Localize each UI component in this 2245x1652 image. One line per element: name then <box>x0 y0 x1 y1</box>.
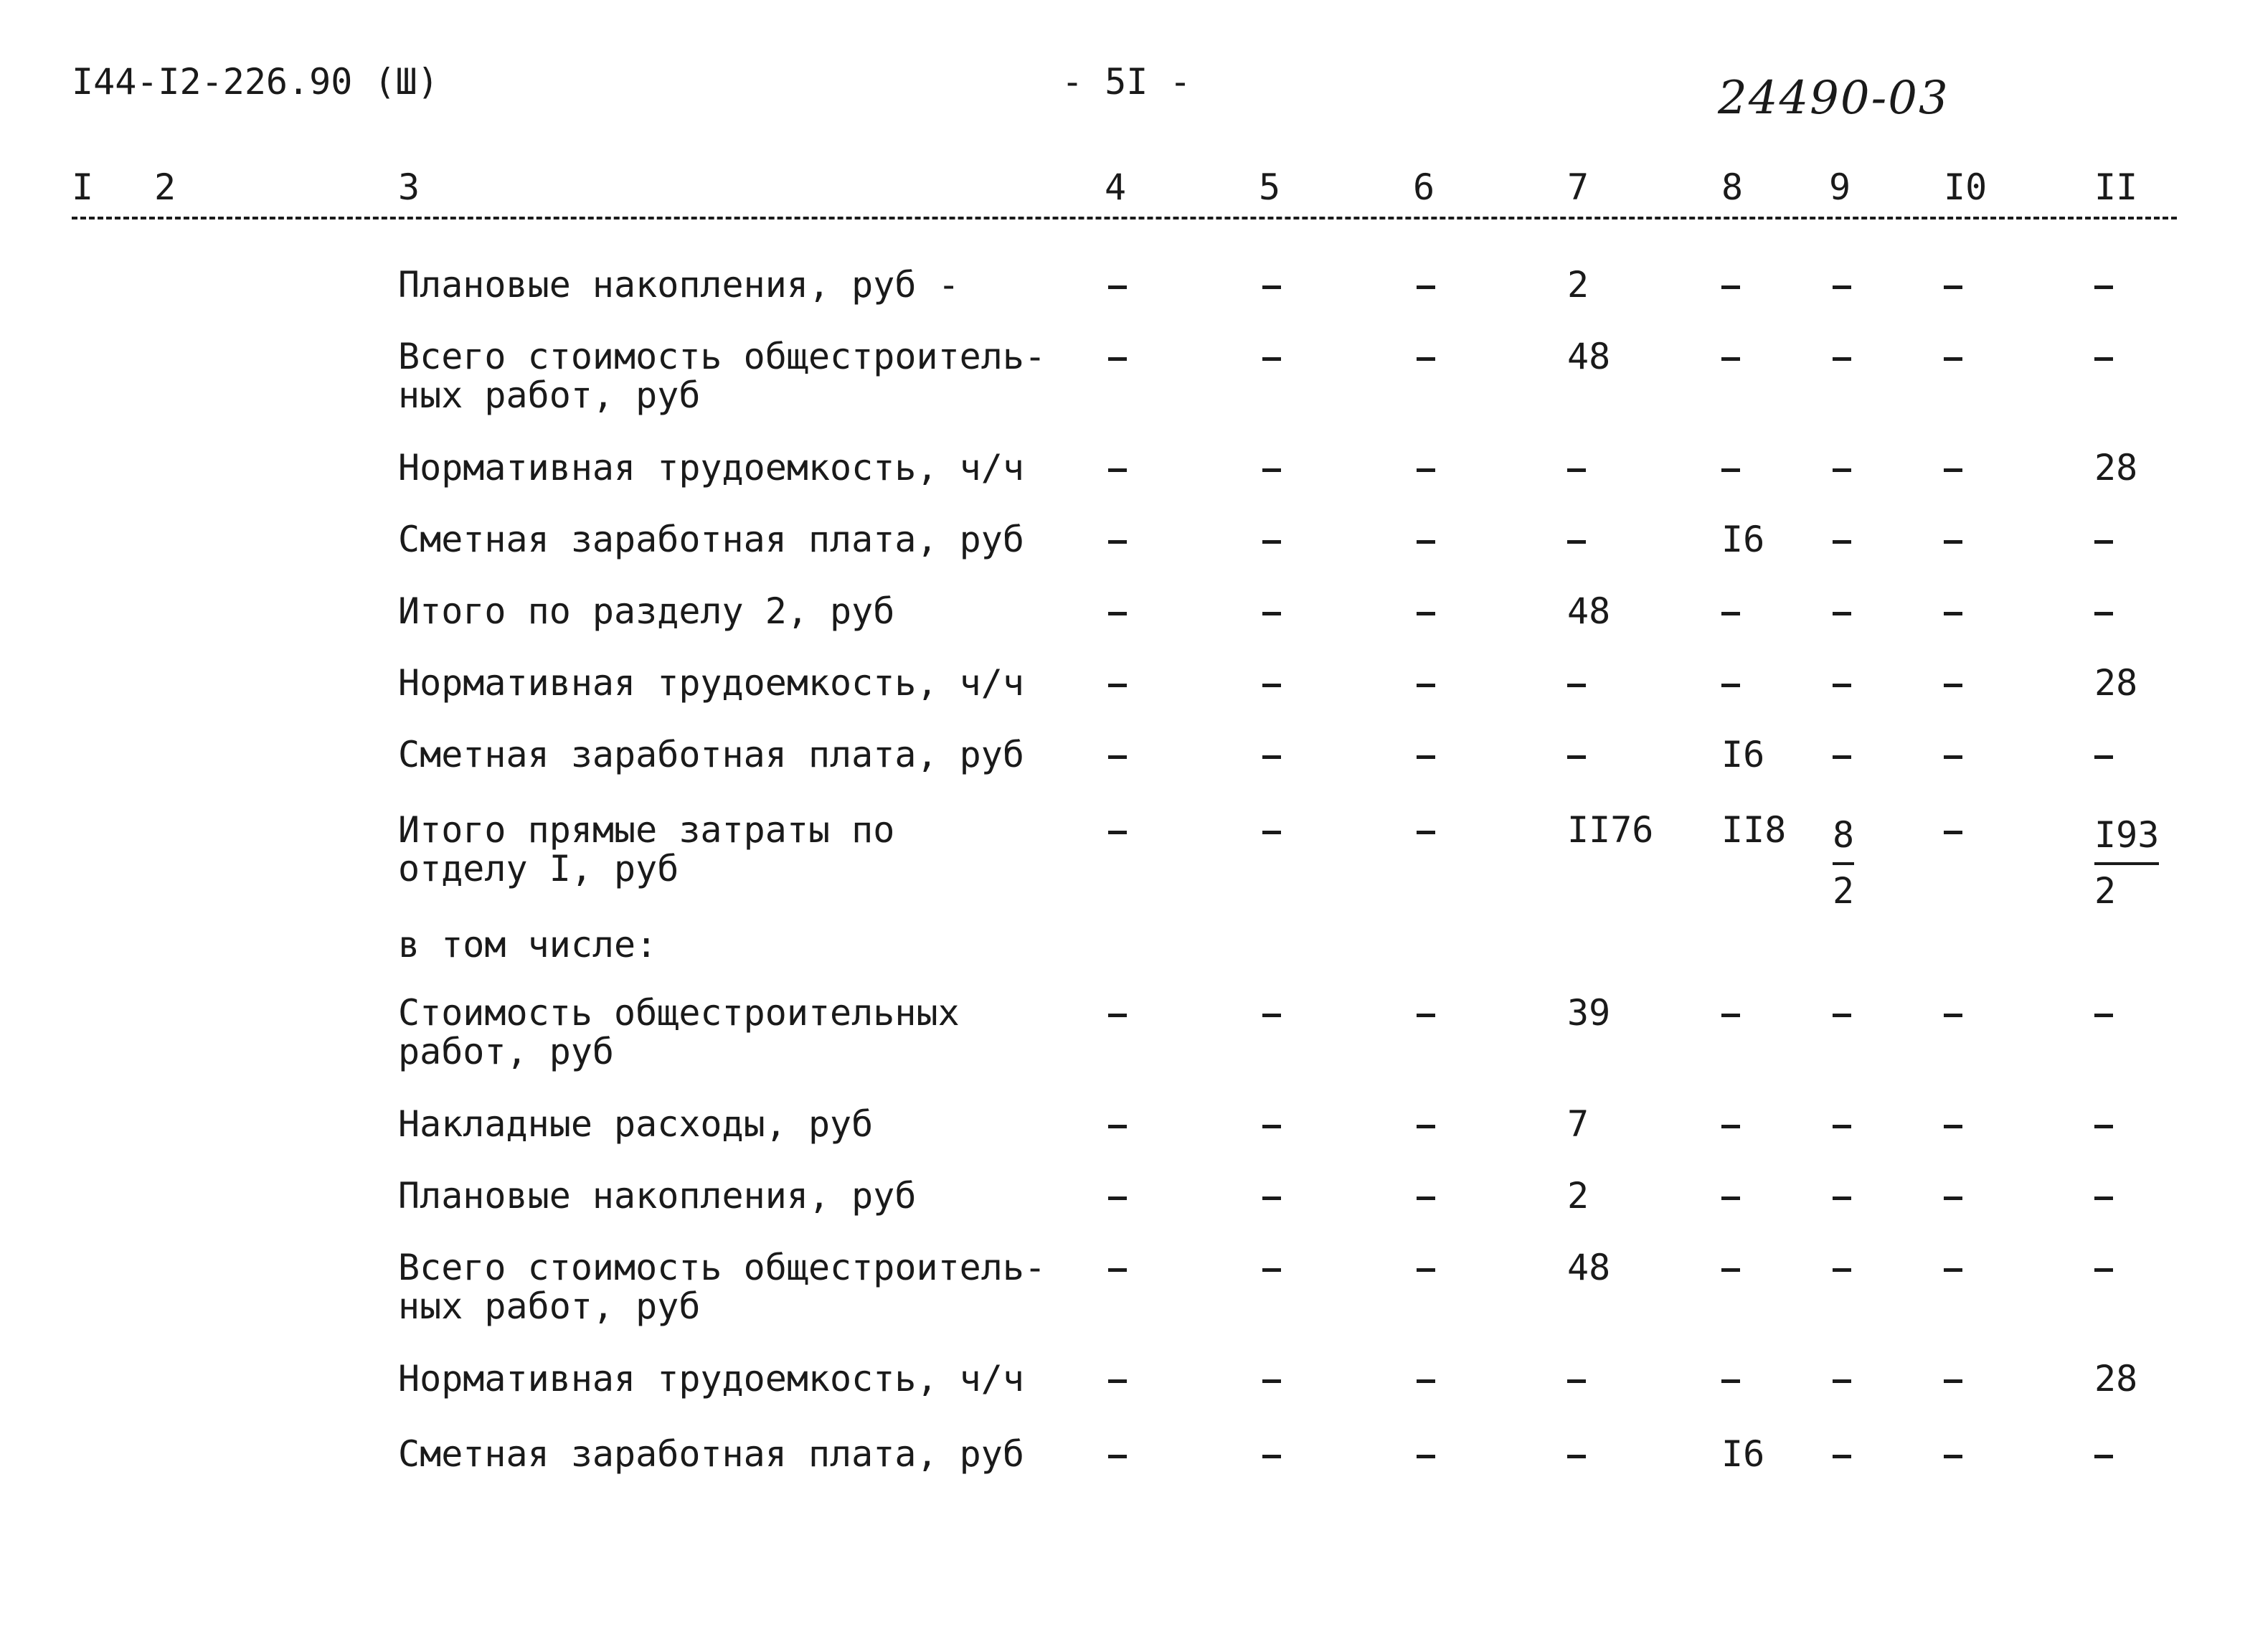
value-cell-10 <box>1944 520 1962 559</box>
row-label <box>398 664 1024 702</box>
value-cell-6 <box>1417 592 1435 631</box>
dash-mark <box>1262 285 1281 289</box>
dash-mark <box>1833 684 1851 687</box>
value-cell-7: 48 <box>1567 1247 1611 1288</box>
fraction-cell-9 <box>1833 809 1854 917</box>
dash-mark <box>1262 357 1281 361</box>
dash-mark <box>2094 357 2113 361</box>
dash-mark <box>1567 684 1586 687</box>
row-label <box>398 925 657 964</box>
value-cell-6 <box>1417 337 1435 376</box>
dash-mark <box>1833 1125 1851 1128</box>
column-number-5: 5 <box>1259 166 1281 208</box>
value-cell-8 <box>1721 993 1740 1032</box>
value-cell-11 <box>2094 1248 2113 1287</box>
row-label-line: Итого по разделу 2, руб <box>398 590 895 632</box>
value-cell-4 <box>1108 993 1127 1032</box>
value-cell-7 <box>1567 1359 1586 1398</box>
row-label-line: Сметная заработная плата, руб <box>398 1433 1024 1475</box>
value-cell-4 <box>1108 1435 1127 1473</box>
dash-mark <box>1108 1196 1127 1200</box>
row-label <box>398 735 1024 774</box>
value-cell-4 <box>1108 1176 1127 1215</box>
row-label <box>398 448 1024 487</box>
value-cell-5 <box>1262 735 1281 774</box>
dash-mark <box>1417 1196 1435 1200</box>
value-cell-7 <box>1567 735 1586 774</box>
dash-mark <box>1944 684 1962 687</box>
row-label <box>398 1176 916 1215</box>
dash-mark <box>1262 831 1281 834</box>
dash-mark <box>1833 755 1851 759</box>
dash-mark <box>1417 1455 1435 1458</box>
value-cell-9 <box>1833 448 1851 487</box>
value-cell-5 <box>1262 1176 1281 1215</box>
row-label <box>398 1248 1046 1326</box>
dash-mark <box>1108 1268 1127 1272</box>
value-cell-7: 48 <box>1567 336 1611 377</box>
dash-mark <box>2094 1014 2113 1017</box>
value-cell-9 <box>1833 337 1851 376</box>
dash-mark <box>1108 468 1127 472</box>
dash-mark <box>1833 1455 1851 1458</box>
value-cell-5 <box>1262 993 1281 1032</box>
dash-mark <box>1108 831 1127 834</box>
dash-mark <box>1833 468 1851 472</box>
dash-mark <box>1262 1455 1281 1458</box>
value-cell-9 <box>1833 735 1851 774</box>
row-label-line: Накладные расходы, руб <box>398 1103 874 1145</box>
row-label-line: Плановые накопления, руб <box>398 1175 917 1217</box>
dash-mark <box>1833 1268 1851 1272</box>
column-number-8: 8 <box>1721 166 1744 208</box>
row-label <box>398 265 960 304</box>
value-cell-4 <box>1108 448 1127 487</box>
value-cell-11 <box>2094 1105 2113 1143</box>
dash-mark <box>1721 1125 1740 1128</box>
value-cell-6 <box>1417 735 1435 774</box>
dash-mark <box>1833 1379 1851 1383</box>
value-cell-11: 28 <box>2094 447 2138 488</box>
value-cell-9 <box>1833 993 1851 1032</box>
row-label-line: Стоимость общестроительных <box>398 992 960 1034</box>
dash-mark <box>1567 468 1586 472</box>
dash-mark <box>1721 1268 1740 1272</box>
value-cell-10 <box>1944 735 1962 774</box>
value-cell-8 <box>1721 337 1740 376</box>
value-cell-7: 39 <box>1567 992 1611 1034</box>
value-cell-11 <box>2094 337 2113 376</box>
row-label-line: Плановые накопления, руб - <box>398 264 960 306</box>
value-cell-4 <box>1108 592 1127 631</box>
value-cell-8 <box>1721 664 1740 702</box>
dash-mark <box>1944 357 1962 361</box>
dash-mark <box>2094 1455 2113 1458</box>
row-label <box>398 993 960 1071</box>
dash-mark <box>1417 684 1435 687</box>
column-number-2: 2 <box>154 166 176 208</box>
dash-mark <box>1417 468 1435 472</box>
column-number-4: 4 <box>1105 166 1127 208</box>
value-cell-9 <box>1833 1435 1851 1473</box>
value-cell-11 <box>2094 520 2113 559</box>
column-number-11: II <box>2094 166 2138 208</box>
dash-mark <box>1417 1014 1435 1017</box>
value-cell-8 <box>1721 1105 1740 1143</box>
dash-mark <box>1417 831 1435 834</box>
value-cell-8 <box>1721 592 1740 631</box>
value-cell-6 <box>1417 664 1435 702</box>
value-cell-5 <box>1262 811 1281 849</box>
row-label-line: Нормативная трудоемкость, ч/ч <box>398 662 1024 704</box>
dash-mark <box>1417 755 1435 759</box>
row-label-line: отделу I, руб <box>398 848 679 889</box>
dash-mark <box>1944 755 1962 759</box>
value-cell-10 <box>1944 448 1962 487</box>
value-cell-5 <box>1262 1435 1281 1473</box>
column-number-10: I0 <box>1944 166 1988 208</box>
value-cell-11 <box>2094 265 2113 304</box>
value-cell-6 <box>1417 448 1435 487</box>
value-cell-8 <box>1721 448 1740 487</box>
dash-mark <box>1417 357 1435 361</box>
row-label <box>398 1359 1024 1398</box>
value-cell-8 <box>1721 1176 1740 1215</box>
dash-mark <box>1721 684 1740 687</box>
fraction-numerator: I93 <box>2094 809 2159 865</box>
value-cell-4 <box>1108 337 1127 376</box>
dash-mark <box>1108 285 1127 289</box>
row-label <box>398 811 894 888</box>
fraction-numerator: 8 <box>1833 809 1854 865</box>
dash-mark <box>2094 285 2113 289</box>
value-cell-11: 28 <box>2094 662 2138 704</box>
dash-mark <box>1721 285 1740 289</box>
dash-mark <box>1833 540 1851 544</box>
value-cell-8: I6 <box>1721 734 1765 775</box>
row-label <box>398 520 1024 559</box>
value-cell-11 <box>2094 993 2113 1032</box>
dash-mark <box>2094 540 2113 544</box>
value-cell-10 <box>1944 1176 1962 1215</box>
dash-mark <box>1417 1379 1435 1383</box>
column-header-dashed-line <box>72 217 2177 220</box>
column-number-9: 9 <box>1829 166 1851 208</box>
value-cell-11: 28 <box>2094 1358 2138 1400</box>
dash-mark <box>1262 540 1281 544</box>
dash-mark <box>2094 612 2113 615</box>
row-label-line: Сметная заработная плата, руб <box>398 734 1024 775</box>
dash-mark <box>1567 755 1586 759</box>
dash-mark <box>1721 612 1740 615</box>
dash-mark <box>1944 1196 1962 1200</box>
dash-mark <box>1108 755 1127 759</box>
row-label-line: Сметная заработная плата, руб <box>398 519 1024 560</box>
row-label <box>398 1105 873 1143</box>
dash-mark <box>1944 540 1962 544</box>
value-cell-4 <box>1108 664 1127 702</box>
dash-mark <box>1417 540 1435 544</box>
row-label-line: ных работ, руб <box>398 1285 701 1327</box>
value-cell-9 <box>1833 1105 1851 1143</box>
dash-mark <box>1944 612 1962 615</box>
dash-mark <box>1108 1014 1127 1017</box>
value-cell-8: II8 <box>1721 809 1787 851</box>
dash-mark <box>1108 540 1127 544</box>
value-cell-9 <box>1833 592 1851 631</box>
value-cell-4 <box>1108 811 1127 849</box>
column-number-6: 6 <box>1413 166 1435 208</box>
value-cell-7 <box>1567 1435 1586 1473</box>
dash-mark <box>1262 1196 1281 1200</box>
value-cell-5 <box>1262 448 1281 487</box>
row-label <box>398 1435 1024 1473</box>
value-cell-10 <box>1944 1105 1962 1143</box>
document-code: I44-I2-226.90 (Ш) <box>72 61 439 103</box>
dash-mark <box>1108 357 1127 361</box>
value-cell-5 <box>1262 1248 1281 1287</box>
value-cell-6 <box>1417 811 1435 849</box>
value-cell-4 <box>1108 735 1127 774</box>
value-cell-5 <box>1262 664 1281 702</box>
value-cell-8 <box>1721 265 1740 304</box>
row-label-line: Нормативная трудоемкость, ч/ч <box>398 1358 1024 1400</box>
value-cell-11 <box>2094 1435 2113 1473</box>
dash-mark <box>1721 357 1740 361</box>
value-cell-5 <box>1262 1359 1281 1398</box>
value-cell-4 <box>1108 1248 1127 1287</box>
value-cell-7: 2 <box>1567 1175 1589 1217</box>
value-cell-4 <box>1108 1359 1127 1398</box>
value-cell-10 <box>1944 265 1962 304</box>
value-cell-9 <box>1833 265 1851 304</box>
dash-mark <box>1417 1125 1435 1128</box>
value-cell-8 <box>1721 1359 1740 1398</box>
page-number: - 5I - <box>1062 61 1191 103</box>
value-cell-6 <box>1417 1435 1435 1473</box>
dash-mark <box>1721 1196 1740 1200</box>
dash-mark <box>2094 1196 2113 1200</box>
value-cell-10 <box>1944 993 1962 1032</box>
dash-mark <box>1567 540 1586 544</box>
dash-mark <box>1833 612 1851 615</box>
value-cell-5 <box>1262 265 1281 304</box>
value-cell-9 <box>1833 1248 1851 1287</box>
dash-mark <box>1108 1455 1127 1458</box>
dash-mark <box>1417 285 1435 289</box>
dash-mark <box>1944 1125 1962 1128</box>
value-cell-8 <box>1721 1248 1740 1287</box>
value-cell-10 <box>1944 592 1962 631</box>
dash-mark <box>1944 468 1962 472</box>
dash-mark <box>1721 1014 1740 1017</box>
dash-mark <box>1262 755 1281 759</box>
fraction-cell-11 <box>2094 809 2159 917</box>
value-cell-9 <box>1833 1359 1851 1398</box>
row-label <box>398 337 1046 415</box>
value-cell-11 <box>2094 592 2113 631</box>
dash-mark <box>1262 1268 1281 1272</box>
value-cell-7: II76 <box>1567 809 1654 851</box>
row-label-line: Нормативная трудоемкость, ч/ч <box>398 447 1024 488</box>
dash-mark <box>2094 1125 2113 1128</box>
dash-mark <box>1833 357 1851 361</box>
value-cell-10 <box>1944 664 1962 702</box>
value-cell-6 <box>1417 1359 1435 1398</box>
value-cell-11 <box>2094 1176 2113 1215</box>
value-cell-7 <box>1567 520 1586 559</box>
value-cell-10 <box>1944 337 1962 376</box>
dash-mark <box>1944 1455 1962 1458</box>
value-cell-8: I6 <box>1721 1433 1765 1475</box>
value-cell-9 <box>1833 664 1851 702</box>
dash-mark <box>1108 1379 1127 1383</box>
dash-mark <box>1108 612 1127 615</box>
value-cell-4 <box>1108 265 1127 304</box>
value-cell-5 <box>1262 592 1281 631</box>
dash-mark <box>1417 612 1435 615</box>
value-cell-5 <box>1262 337 1281 376</box>
dash-mark <box>2094 755 2113 759</box>
dash-mark <box>1944 1379 1962 1383</box>
column-number-3: 3 <box>398 166 420 208</box>
dash-mark <box>1262 1125 1281 1128</box>
value-cell-6 <box>1417 1176 1435 1215</box>
fraction-denominator: 2 <box>2094 870 2117 912</box>
row-label-line: Всего стоимость общестроитель- <box>398 1247 1046 1288</box>
row-label-line: работ, руб <box>398 1031 615 1072</box>
value-cell-7: 2 <box>1567 264 1589 306</box>
column-number-7: 7 <box>1567 166 1589 208</box>
column-number-1: I <box>72 166 94 208</box>
value-cell-11 <box>2094 735 2113 774</box>
value-cell-4 <box>1108 520 1127 559</box>
dash-mark <box>1721 468 1740 472</box>
value-cell-10 <box>1944 1435 1962 1473</box>
value-cell-7 <box>1567 448 1586 487</box>
row-label-line: Итого прямые затраты по <box>398 809 895 851</box>
dash-mark <box>1833 1014 1851 1017</box>
dash-mark <box>2094 1268 2113 1272</box>
value-cell-5 <box>1262 520 1281 559</box>
dash-mark <box>1944 1014 1962 1017</box>
fraction-denominator: 2 <box>1833 870 1855 912</box>
value-cell-5 <box>1262 1105 1281 1143</box>
dash-mark <box>1262 1014 1281 1017</box>
row-label-line: ных работ, руб <box>398 374 701 416</box>
value-cell-7: 48 <box>1567 590 1611 632</box>
value-cell-8: I6 <box>1721 519 1765 560</box>
value-cell-9 <box>1833 520 1851 559</box>
dash-mark <box>1262 1379 1281 1383</box>
row-label-line: Всего стоимость общестроитель- <box>398 336 1046 377</box>
dash-mark <box>1721 1379 1740 1383</box>
archive-number: 24490-03 <box>1718 72 1949 125</box>
value-cell-6 <box>1417 1105 1435 1143</box>
dash-mark <box>1944 1268 1962 1272</box>
dash-mark <box>1417 1268 1435 1272</box>
value-cell-6 <box>1417 1248 1435 1287</box>
row-label <box>398 592 894 631</box>
value-cell-6 <box>1417 993 1435 1032</box>
value-cell-6 <box>1417 265 1435 304</box>
value-cell-6 <box>1417 520 1435 559</box>
dash-mark <box>1567 1379 1586 1383</box>
row-label-line: в том числе: <box>398 924 658 966</box>
dash-mark <box>1944 831 1962 834</box>
dash-mark <box>1262 612 1281 615</box>
dash-mark <box>1833 1196 1851 1200</box>
value-cell-10 <box>1944 1248 1962 1287</box>
value-cell-4 <box>1108 1105 1127 1143</box>
value-cell-7: 7 <box>1567 1103 1589 1145</box>
dash-mark <box>1262 468 1281 472</box>
dash-mark <box>1567 1455 1586 1458</box>
value-cell-10 <box>1944 811 1962 849</box>
value-cell-10 <box>1944 1359 1962 1398</box>
dash-mark <box>1108 684 1127 687</box>
dash-mark <box>1944 285 1962 289</box>
value-cell-9 <box>1833 1176 1851 1215</box>
dash-mark <box>1262 684 1281 687</box>
value-cell-7 <box>1567 664 1586 702</box>
dash-mark <box>1108 1125 1127 1128</box>
dash-mark <box>1833 285 1851 289</box>
